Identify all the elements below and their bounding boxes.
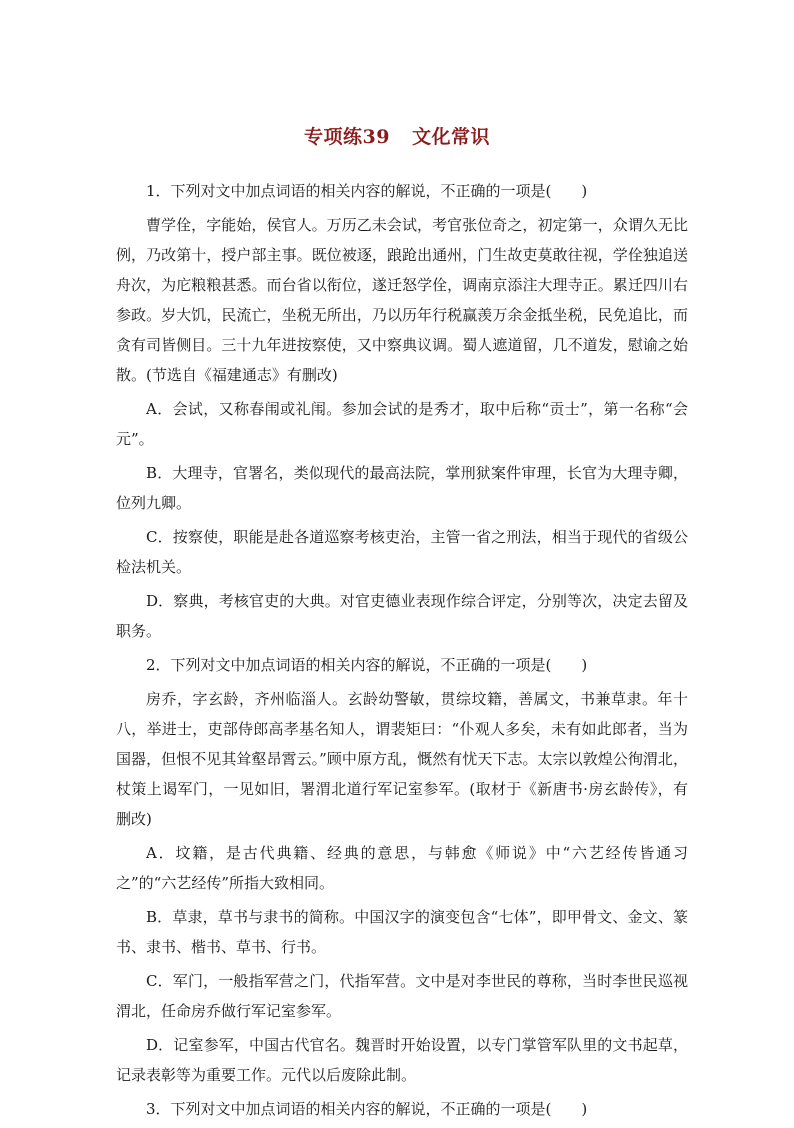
q1-option-b: B．大理寺，官署名，类似现代的最高法院，掌刑狱案件审理，长官为大理寺卿，位列九卿。 [116, 464, 688, 512]
question-2-stem: 2．下列对文中加点词语的相关内容的解说，不正确的一项是( ) [146, 656, 588, 674]
passage-2: 房乔，字玄龄，齐州临淄人。玄龄幼警敏，贯综坟籍，善属文，书兼草隶。年十八，举进士，吏部侍郎高孝基名知人，谓裴矩曰：“仆观人多矣，未有如此郎者，当为国器，但恨不见其耸壑昂霄云。”顾中原方乱，慨然有忧天下志。太宗以敦煌公徇渭北，杖策上谒军门，一见如旧，署渭北道行军记室参军。(取材于《新唐书·房玄龄传》，有删改) [116, 690, 688, 828]
title-main: 专项练39 [304, 126, 390, 148]
question-1-stem: 1．下列对文中加点词语的相关内容的解说，不正确的一项是( ) [146, 182, 588, 200]
passage-1: 曹学佺，字能始，侯官人。万历乙未会试，考官张位奇之，初定第一，众谓久无比例，乃改第十，授户部主事。既位被逐，踉跄出通州，门生故吏莫敢往视，学佺独追送舟次，为庀粮粮甚悉。而台省以衔位，遂迁怒学佺，调南京添注大理寺正。累迁四川右参政。岁大饥，民流亡，坐税无所出，乃以历年行税赢羡万余金抵坐税，民免追比，而贪有司皆侧目。三十九年进按察使，又中察典议调。蜀人遮道留，几不道发，慰谕之始散。(节选自《福建通志》有删改) [116, 216, 688, 384]
page-title [0, 122, 794, 149]
q1-option-d: D．察典，考核官吏的大典。对官吏德业表现作综合评定，分别等次，决定去留及职务。 [116, 592, 688, 640]
q2-option-a: A．坟籍，是古代典籍、经典的意思，与韩愈《师说》中“六艺经传皆通习之”的“六艺经传”所指大致相同。 [116, 844, 688, 892]
q1-option-a: A．会试，又称春闱或礼闱。参加会试的是秀才，取中后称“贡士”，第一名称“会元”。 [116, 400, 688, 448]
q2-option-d: D．记室参军，中国古代官名。魏晋时开始设置，以专门掌管军队里的文书起草，记录表彰等为重要工作。元代以后废除此制。 [116, 1036, 688, 1084]
question-3-stem: 3．下列对文中加点词语的相关内容的解说，不正确的一项是( ) [146, 1100, 588, 1118]
q2-option-b: B．草隶，草书与隶书的简称。中国汉字的演变包含“七体”，即甲骨文、金文、篆书、隶书、楷书、草书、行书。 [116, 908, 688, 956]
title-sub: 文化常识 [411, 126, 490, 148]
q1-option-c: C．按察使，职能是赴各道巡察考核吏治，主管一省之刑法，相当于现代的省级公检法机关。 [116, 528, 688, 576]
document-body [116, 176, 688, 1128]
q2-option-c: C．军门，一般指军营之门，代指军营。文中是对李世民的尊称，当时李世民巡视渭北，任命房乔做行军记室参军。 [116, 972, 688, 1020]
